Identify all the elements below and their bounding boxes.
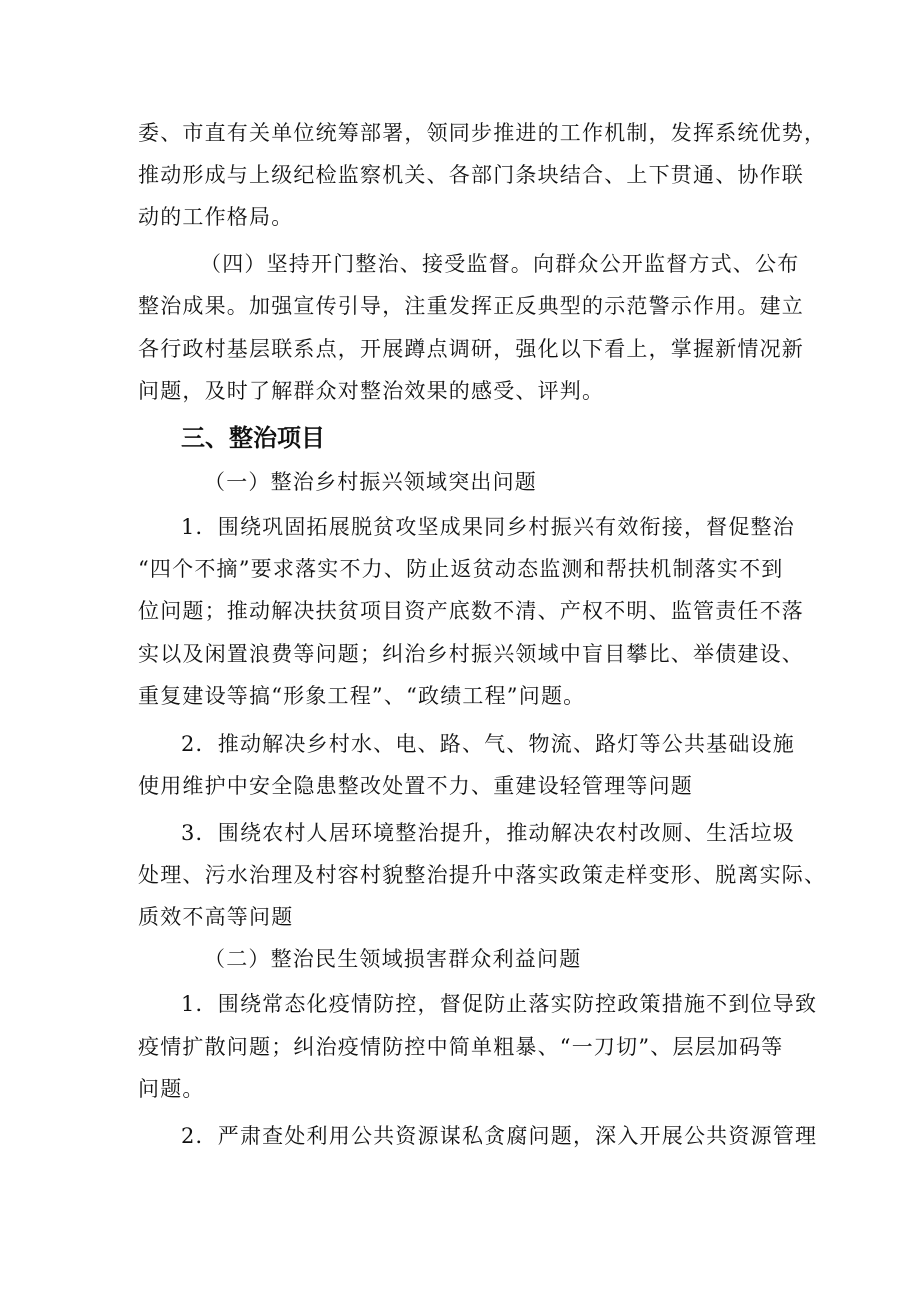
text-line: 推动形成与上级纪检监察机关、各部门条块结合、上下贯通、协作联	[138, 163, 804, 187]
text-line: 质效不高等问题	[138, 905, 294, 929]
chapter-heading: 三、整治项目	[181, 424, 325, 452]
item-1-line: 1．围绕常态化疫情防控，督促防止落实防控政策措施不到位导致	[181, 992, 818, 1016]
text-line: 各行政村基层联系点，开展蹲点调研，强化以下看上，掌握新情况新	[138, 337, 804, 361]
item-2-line: 2．推动解决乡村水、电、路、气、物流、路灯等公共基础设施	[181, 732, 795, 756]
item-3-line: 3．围绕农村人居环境整治提升，推动解决农村改厕、生活垃圾	[181, 821, 795, 845]
subsection-heading-2: （二）整治民生领域损害群众利益问题	[204, 947, 582, 971]
item-2-line: 2．严肃查处利用公共资源谋私贪腐问题，深入开展公共资源管理	[181, 1124, 818, 1148]
section-heading-4: （四）坚持开门整治、接受监督。向群众公开监督方式、公布	[200, 252, 800, 276]
text-line: 位问题；推动解决扶贫项目资产底数不清、产权不明、监管责任不落	[138, 599, 804, 623]
item-1-line: 1．围绕巩固拓展脱贫攻坚成果同乡村振兴有效衔接，督促整治	[181, 515, 795, 539]
subsection-heading-1: （一）整治乡村振兴领域突出问题	[204, 470, 537, 494]
text-line: 整治成果。加强宣传引导，注重发挥正反典型的示范警示作用。建立	[138, 294, 804, 318]
text-line: 重复建设等搞“形象工程”、“政绩工程”问题。	[138, 684, 586, 708]
text-line: 疫情扩散问题；纠治疫情防控中简单粗暴、“一刀切”、层层加码等	[138, 1035, 784, 1059]
text-line: 问题。	[138, 1077, 205, 1101]
text-line: 处理、污水治理及村容村貌整治提升中落实政策走样变形、脱离实际、	[138, 863, 827, 887]
text-line: 实以及闲置浪费等问题；纠治乡村振兴领域中盲目攀比、举债建设、	[138, 642, 804, 666]
text-line: 委、市直有关单位统筹部署，领同步推进的工作机制，发挥系统优势，	[138, 121, 827, 145]
text-line: “四个不摘”要求落实不力、防止返贫动态监测和帮扶机制落实不到	[138, 557, 784, 581]
text-line: 动的工作格局。	[138, 205, 294, 229]
text-line: 使用维护中安全隐患整改处置不力、重建设轻管理等问题	[138, 774, 693, 798]
text-line: 问题，及时了解群众对整治效果的感受、评判。	[138, 379, 605, 403]
